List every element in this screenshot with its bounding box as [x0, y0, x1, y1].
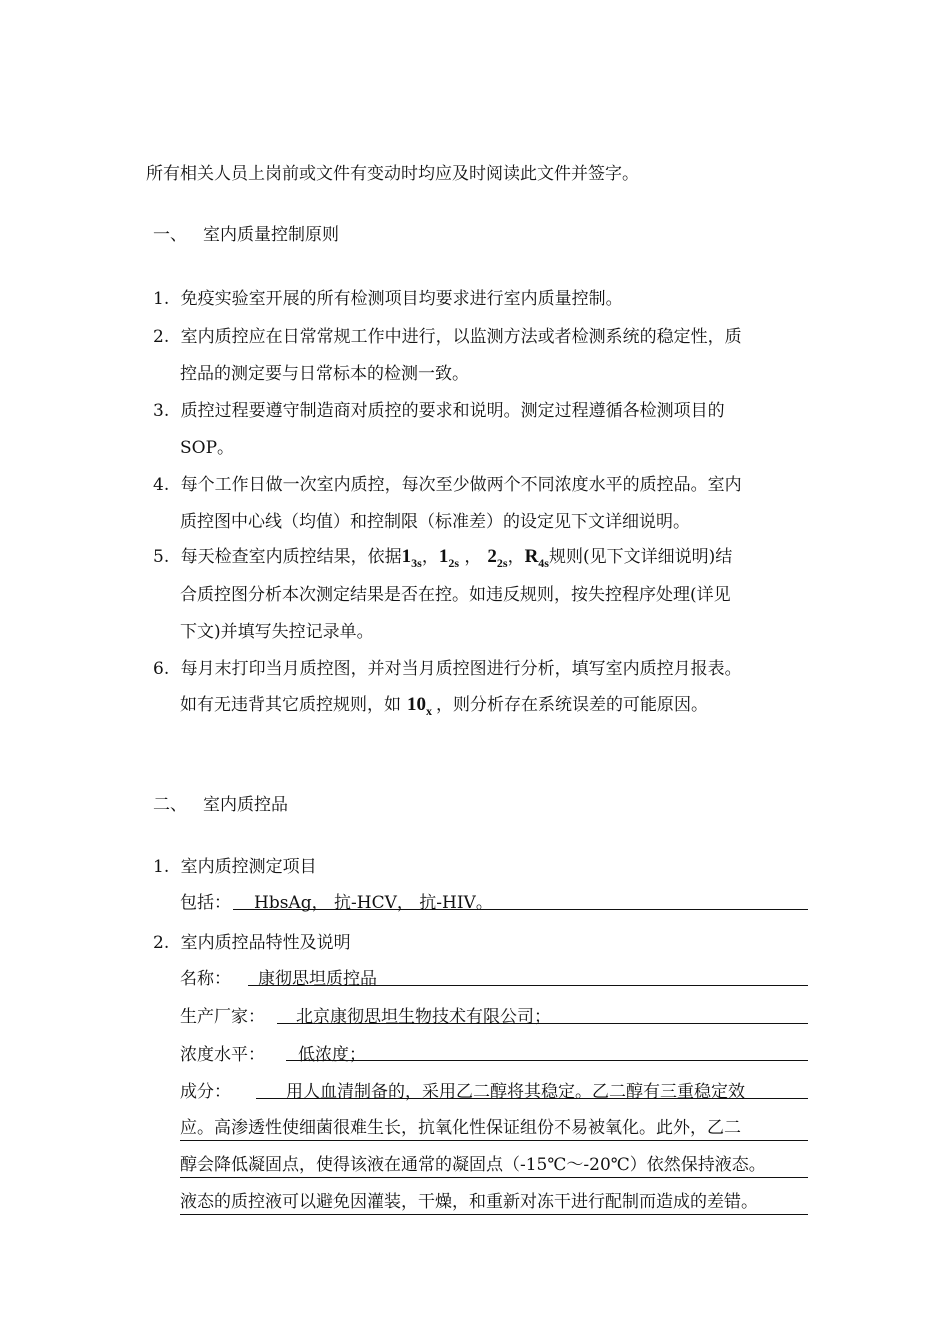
- section-2-heading: [153, 790, 288, 815]
- include-value: HbsAg， 抗-HCV， 抗-HIV。: [254, 893, 493, 913]
- rule-10x: $10_x$: [407, 694, 432, 718]
- list-item-5-cont-2: 下文)并填写失控记录单。: [180, 622, 374, 642]
- section-1-heading: [153, 220, 339, 245]
- rule-2-2s: $2_{2s}$: [487, 546, 508, 570]
- section-2-title: 室内质控品: [203, 795, 288, 815]
- list-item-1: 1. 免疫实验室开展的所有检测项目均要求进行室内质量控制。: [153, 289, 623, 309]
- maker-value: 北京康彻思坦生物技术有限公司；: [296, 1007, 551, 1027]
- list-item-4: 4. 每个工作日做一次室内质控，每次至少做两个不同浓度水平的质控品。室内: [153, 475, 742, 495]
- list-item-3-cont: SOP。: [180, 438, 235, 458]
- list-item-2-cont: 控品的测定要与日常标本的检测一致。: [180, 364, 469, 384]
- level-underline: [286, 1060, 808, 1061]
- maker-label: 生产厂家：: [180, 1007, 265, 1027]
- list-item-5: 5. 每天检查室内质控结果，依据$1_{3s}$，$1_{2s}$ ， $2_{2s}$，$R_{4s}$规则(见下文详细说明)结: [153, 546, 733, 570]
- section-2-item-2: 2. 室内质控品特性及说明: [153, 933, 351, 953]
- level-label: 浓度水平：: [180, 1045, 265, 1065]
- rule-1-2s: $1_{2s}$: [438, 546, 459, 570]
- list-item-4-cont: 质控图中心线（均值）和控制限（标准差）的设定见下文详细说明。: [180, 512, 690, 532]
- rule-1-3s: $1_{3s}$: [401, 546, 422, 570]
- list-item-6: 6. 每月末打印当月质控图，并对当月质控图进行分析，填写室内质控月报表。: [153, 659, 742, 679]
- section-2-item-1: 1. 室内质控测定项目: [153, 857, 317, 877]
- list-item-5-cont-1: 合质控图分析本次测定结果是否在控。如违反规则，按失控程序处理(详见: [180, 585, 731, 605]
- maker-underline: [277, 1023, 808, 1024]
- composition-line-2: 应。高渗透性使细菌很难生长，抗氧化性保证组份不易被氧化。此外，乙二: [180, 1113, 808, 1141]
- include-label: 包括：: [180, 893, 231, 913]
- list-item-3: 3. 质控过程要遵守制造商对质控的要求和说明。测定过程遵循各检测项目的: [153, 401, 725, 421]
- list-item-6-cont: 如有无违背其它质控规则，如 $10_x$ ，则分析存在系统误差的可能原因。: [180, 694, 708, 718]
- composition-line-3: 醇会降低凝固点，使得该液在通常的凝固点（-15℃～-20℃）依然保持液态。: [180, 1150, 808, 1178]
- section-2-number: 二、: [153, 795, 187, 815]
- composition-label: 成分：: [180, 1082, 231, 1102]
- composition-underline-1: [256, 1098, 808, 1099]
- composition-line-1: 用人血清制备的，采用乙二醇将其稳定。乙二醇有三重稳定效: [286, 1082, 745, 1102]
- name-value: 康彻思坦质控品: [258, 969, 377, 989]
- section-1-title: 室内质量控制原则: [203, 225, 339, 245]
- section-1-number: 一、: [153, 225, 187, 245]
- include-underline: [233, 909, 808, 910]
- composition-line-4: 液态的质控液可以避免因灌装，干燥，和重新对冻干进行配制而造成的差错。: [180, 1187, 808, 1215]
- level-value: 低浓度；: [298, 1045, 366, 1065]
- name-label: 名称：: [180, 969, 231, 989]
- rule-r-4s: $R_{4s}$: [524, 546, 549, 570]
- list-item-2: 2. 室内质控应在日常常规工作中进行，以监测方法或者检测系统的稳定性，质: [153, 327, 742, 347]
- intro-text: 所有相关人员上岗前或文件有变动时均应及时阅读此文件并签字。: [146, 164, 639, 184]
- name-underline: [248, 985, 808, 986]
